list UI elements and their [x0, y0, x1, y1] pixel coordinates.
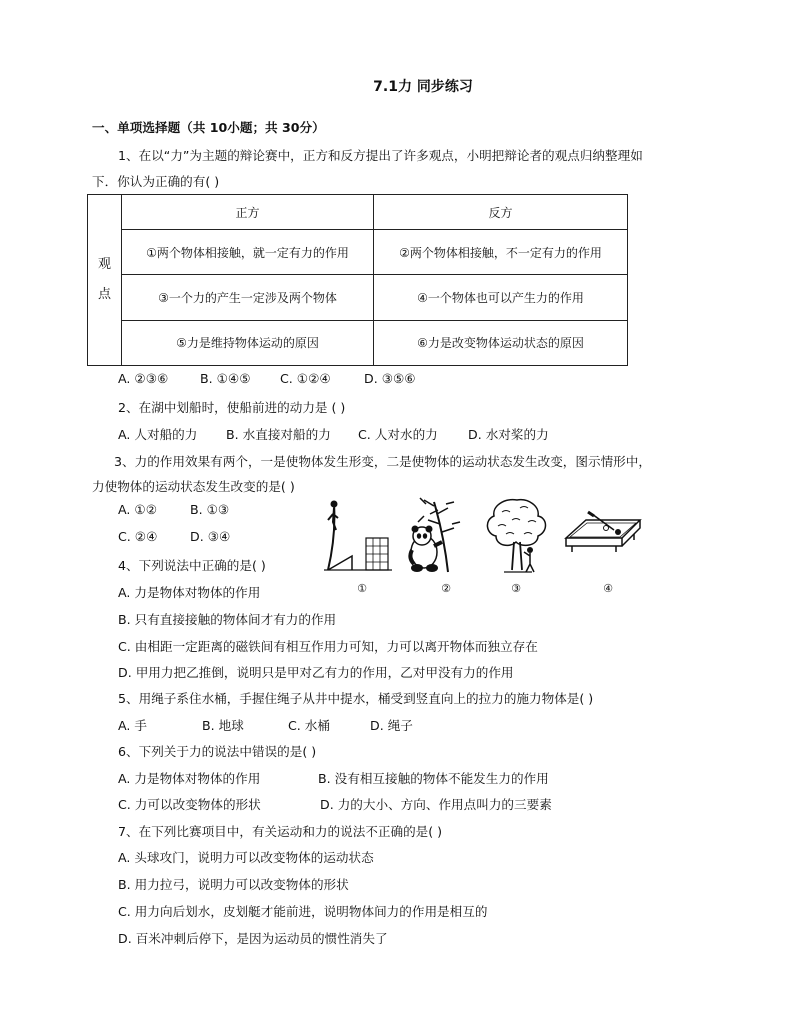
question-4: 4、下列说法中正确的是( )	[118, 558, 266, 573]
q5-option-b: B. 地球	[202, 718, 244, 733]
section-header: 一、单项选择题（共 10小题；共 30分）	[92, 120, 325, 135]
table-cell: ⑤力是维持物体运动的原因	[122, 320, 374, 365]
table-cell: ②两个物体相接触，不一定有力的作用	[374, 230, 628, 275]
q6-option-d: D. 力的大小、方向、作用点叫力的三要素	[320, 797, 552, 812]
q2-option-b: B. 水直接对船的力	[226, 427, 331, 442]
q3-option-c: C. ②④	[118, 529, 158, 544]
q2-option-d: D. 水对桨的力	[468, 427, 549, 442]
table-header-right: 反方	[374, 195, 628, 230]
q1-option-b: B. ①④⑤	[200, 371, 251, 386]
q5-option-d: D. 绳子	[370, 718, 413, 733]
q4-option-b: B. 只有直接接触的物体间才有力的作用	[118, 612, 337, 627]
q5-option-c: C. 水桶	[288, 718, 330, 733]
question-5: 5、用绳子系住水桶，手握住绳子从井中提水，桶受到竖直向上的拉力的施力物体是( )	[118, 691, 594, 706]
table-cell: ④一个物体也可以产生力的作用	[374, 275, 628, 320]
q6-option-b: B. 没有相互接触的物体不能发生力的作用	[318, 771, 549, 786]
question-7: 7、在下列比赛项目中，有关运动和力的说法不正确的是( )	[118, 824, 443, 839]
figure-label-4: ④	[603, 582, 613, 595]
q3-option-a: A. ①②	[118, 502, 157, 517]
q4-option-d: D. 甲用力把乙推倒，说明只是甲对乙有力的作用，乙对甲没有力的作用	[118, 665, 514, 680]
q1-option-a: A. ②③⑥	[118, 371, 169, 386]
question-2: 2、在湖中划船时，使船前进的动力是 ( )	[118, 400, 346, 415]
q6-option-c: C. 力可以改变物体的形状	[118, 797, 261, 812]
table-cell: ⑥力是改变物体运动状态的原因	[374, 320, 628, 365]
q7-option-b: B. 用力拉弓，说明力可以改变物体的形状	[118, 877, 349, 892]
figure-pole-vault	[322, 496, 394, 576]
figure-label-2: ②	[441, 582, 451, 595]
q2-option-a: A. 人对船的力	[118, 427, 198, 442]
question-3-line-2: 力使物体的运动状态发生改变的是( )	[92, 479, 295, 494]
question-3-line-1: 3、力的作用效果有两个，一是使物体发生形变，二是使物体的运动状态发生改变，图示情形中，	[114, 454, 651, 469]
q7-option-d: D. 百米冲刺后停下，是因为运动员的惯性消失了	[118, 931, 388, 946]
q4-option-c: C. 由相距一定距离的磁铁间有相互作用力可知，力可以离开物体而独立存在	[118, 639, 538, 654]
q2-option-c: C. 人对水的力	[358, 427, 438, 442]
viewpoints-table	[87, 194, 628, 366]
q3-option-b: B. ①③	[190, 502, 230, 517]
question-6: 6、下列关于力的说法中错误的是( )	[118, 744, 317, 759]
table-cell: ①两个物体相接触，就一定有力的作用	[122, 230, 374, 275]
q7-option-c: C. 用力向后划水，皮划艇才能前进，说明物体间力的作用是相互的	[118, 904, 488, 919]
figure-label-1: ①	[357, 582, 367, 595]
figure-tree	[482, 496, 552, 576]
q5-option-a: A. 手	[118, 718, 147, 733]
table-row-label: 观 点	[88, 195, 122, 366]
figure-label-3: ③	[511, 582, 521, 595]
q6-option-a: A. 力是物体对物体的作用	[118, 771, 261, 786]
figure-panda-bamboo	[404, 496, 470, 576]
figure-table-ball	[562, 496, 644, 576]
q1-option-d: D. ③⑤⑥	[364, 371, 416, 386]
table-header-left: 正方	[122, 195, 374, 230]
question-1-line-1: 1、在以“力”为主题的辩论赛中，正方和反方提出了许多观点，小明把辩论者的观点归纳整理如	[118, 148, 643, 163]
q3-option-d: D. ③④	[190, 529, 231, 544]
page-title: 7.1力 同步练习	[373, 79, 473, 95]
q4-option-a: A. 力是物体对物体的作用	[118, 585, 261, 600]
q1-option-c: C. ①②④	[280, 371, 331, 386]
question-1-line-2: 下．你认为正确的有( )	[92, 174, 220, 189]
q7-option-a: A. 头球攻门，说明力可以改变物体的运动状态	[118, 850, 374, 865]
table-cell: ③一个力的产生一定涉及两个物体	[122, 275, 374, 320]
